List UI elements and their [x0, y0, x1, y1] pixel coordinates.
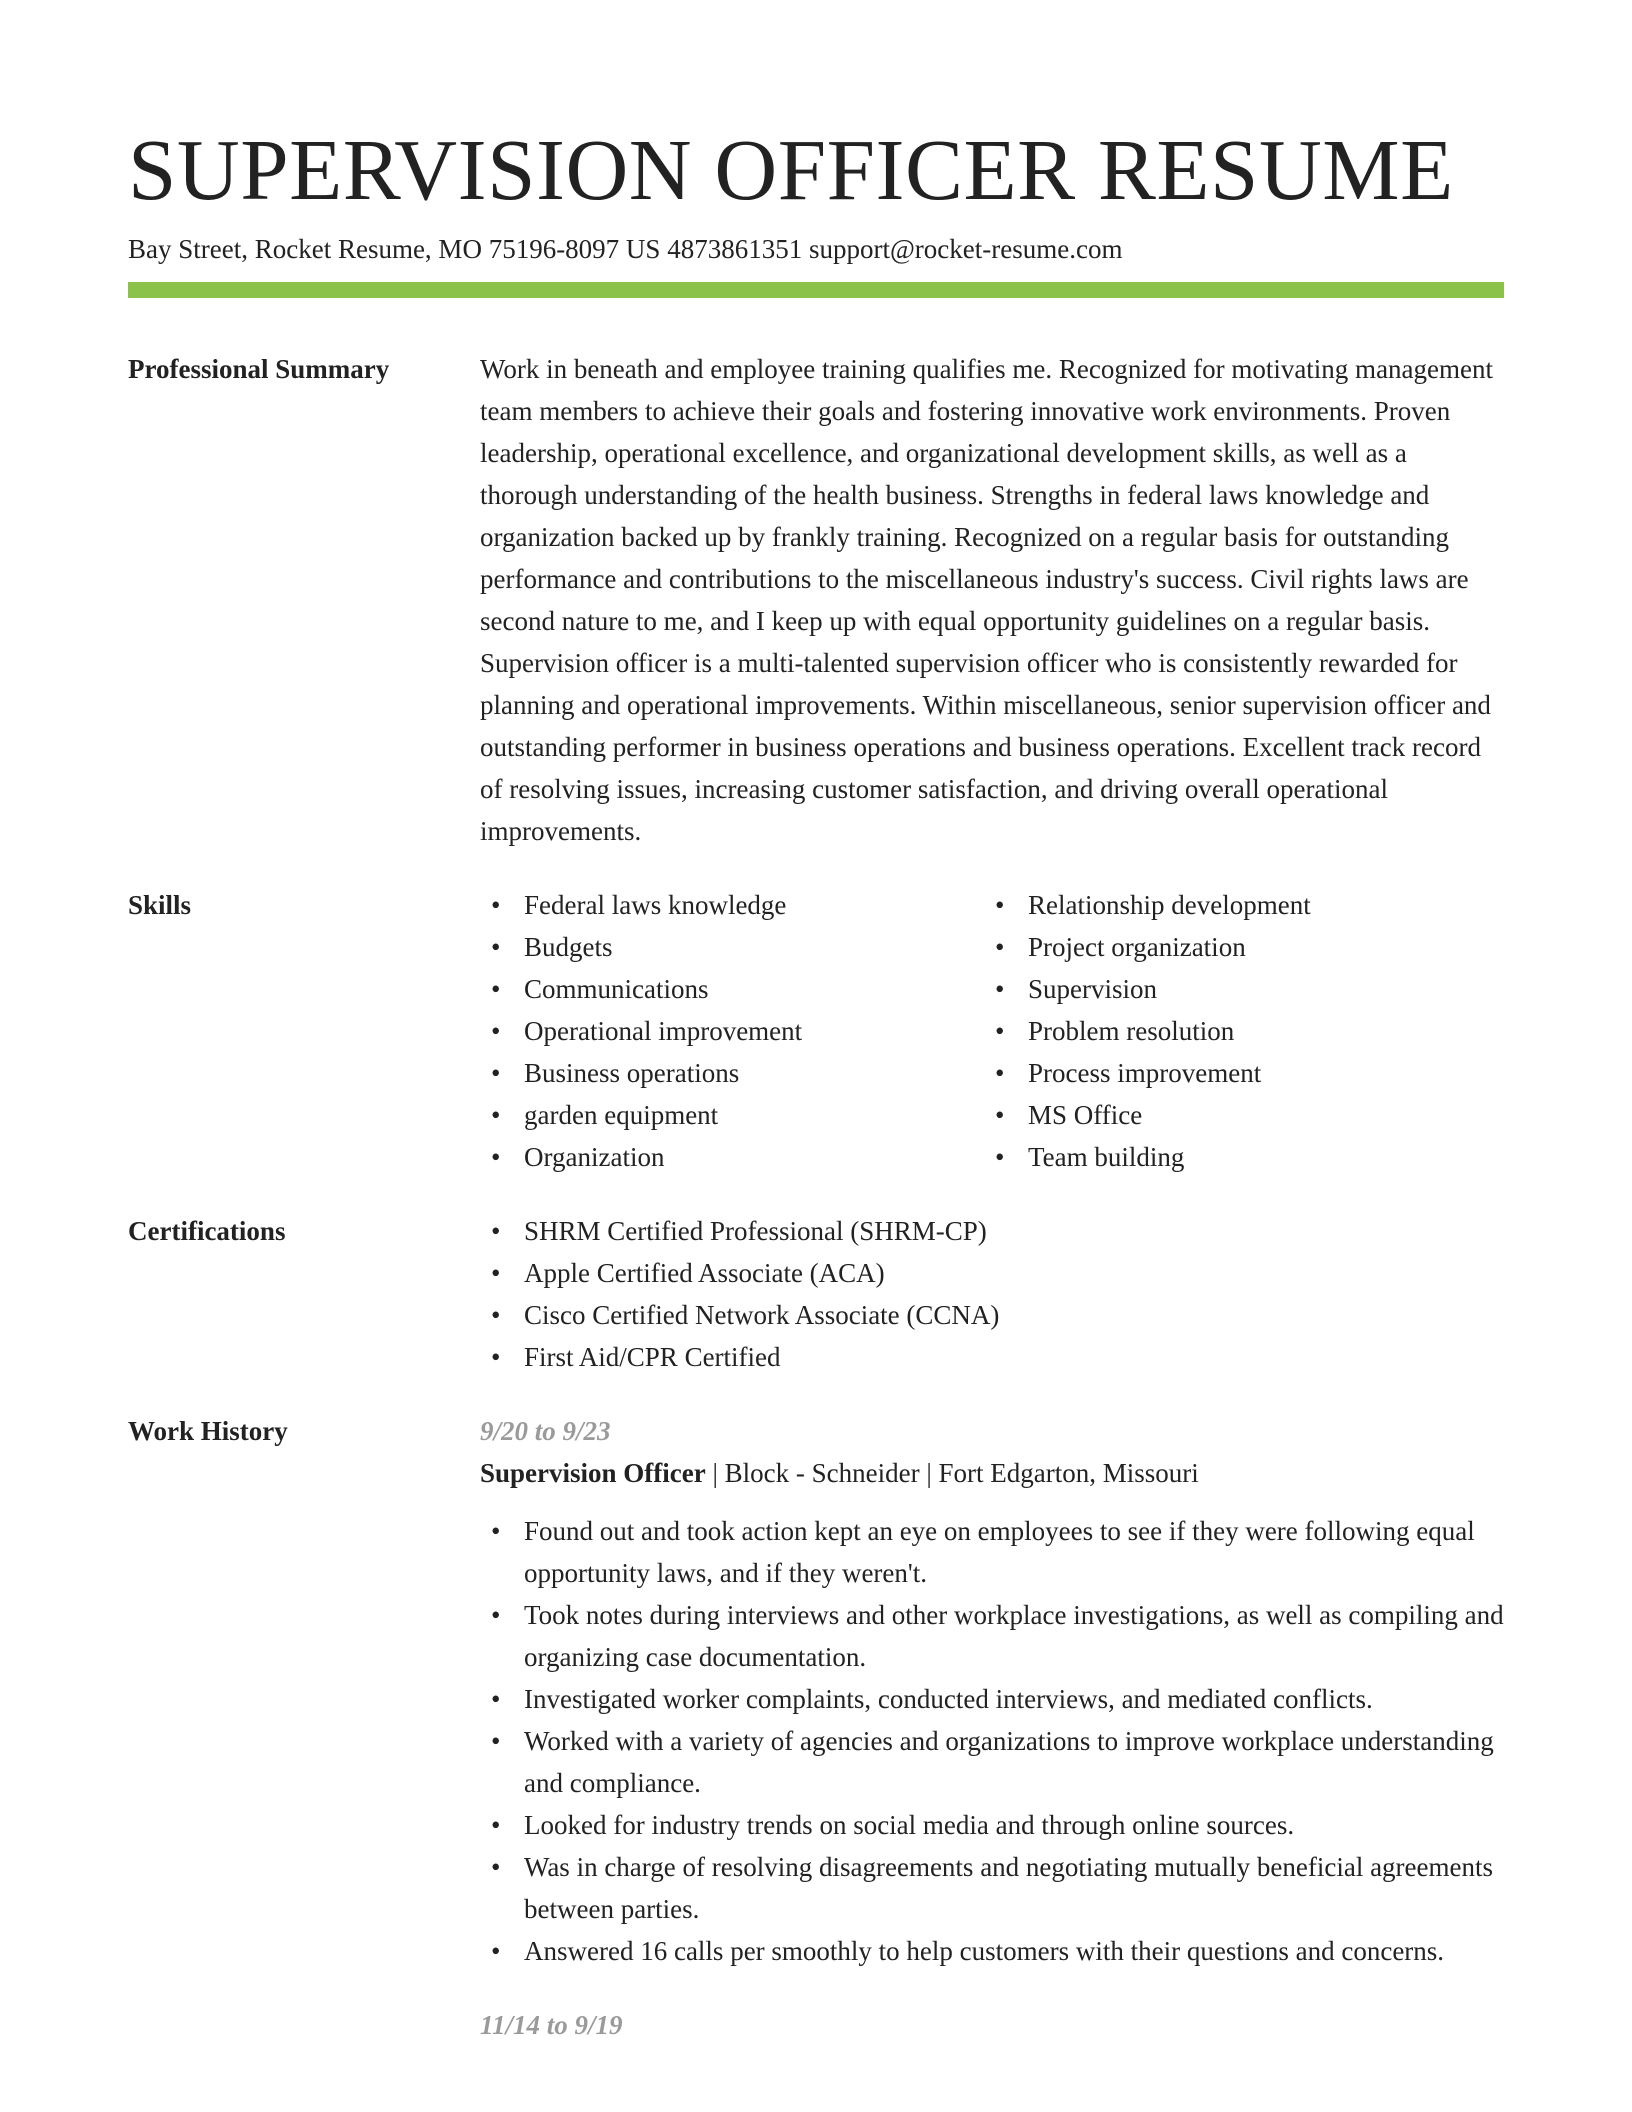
certifications-section — [128, 1210, 1504, 1378]
section-label-work-history: Work History — [128, 1416, 288, 1446]
skill-item: • Business operations — [480, 1052, 984, 1094]
skill-item: • Project organization — [984, 926, 1488, 968]
skills-list-left — [480, 884, 984, 1178]
certification-item: • First Aid/CPR Certified — [480, 1336, 1504, 1378]
skill-item: • Relationship development — [984, 884, 1488, 926]
skill-item: • Organization — [480, 1136, 984, 1178]
job-entry — [480, 2004, 1504, 2046]
skill-item: • Communications — [480, 968, 984, 1010]
professional-summary-body — [480, 348, 1504, 852]
skills-list-right — [984, 884, 1488, 1178]
skills-section — [128, 884, 1504, 1178]
job-duty-item: • Answered 16 calls per smoothly to help customers with their questions and concerns. — [480, 1930, 1504, 1972]
skill-item: • Budgets — [480, 926, 984, 968]
job-date: 11/14 to 9/19 — [480, 2010, 623, 2040]
job-duty-item: • Was in charge of resolving disagreements and negotiating mutually beneficial agreements between parties. — [480, 1846, 1504, 1930]
resume-page — [128, 0, 1504, 2046]
section-label-certifications: Certifications — [128, 1216, 286, 1246]
skill-item: • garden equipment — [480, 1094, 984, 1136]
job-date: 9/20 to 9/23 — [480, 1416, 611, 1446]
contact-info: Bay Street, Rocket Resume, MO 75196-8097 US 4873861351 support@rocket-resume.com — [128, 234, 1123, 264]
job-heading — [480, 1452, 1504, 1494]
professional-summary-section — [128, 348, 1504, 852]
skill-item: • Team building — [984, 1136, 1488, 1178]
job-entry — [480, 1410, 1504, 1972]
job-duty-item: • Investigated worker complaints, conducted interviews, and mediated conflicts. — [480, 1678, 1504, 1720]
job-duty-item: • Found out and took action kept an eye on employees to see if they were following equal opportunity laws, and if they weren't. — [480, 1510, 1504, 1594]
section-label-professional-summary: Professional Summary — [128, 354, 390, 384]
certification-item: • Apple Certified Associate (ACA) — [480, 1252, 1504, 1294]
skill-item: • Problem resolution — [984, 1010, 1488, 1052]
job-duties-list — [480, 1510, 1504, 1972]
certification-item: • SHRM Certified Professional (SHRM-CP) — [480, 1210, 1504, 1252]
job-separator: | — [705, 1458, 725, 1488]
certifications-list — [480, 1210, 1504, 1378]
job-title: Supervision Officer — [480, 1458, 706, 1488]
certifications-body — [480, 1210, 1504, 1378]
work-history-body — [480, 1410, 1504, 2046]
job-duty-item: • Took notes during interviews and other workplace investigations, as well as compiling and organizing case documentation. — [480, 1594, 1504, 1678]
job-duty-item: • Looked for industry trends on social media and through online sources. — [480, 1804, 1504, 1846]
job-duty-item: • Worked with a variety of agencies and organizations to improve workplace understanding and compliance. — [480, 1720, 1504, 1804]
job-location: Fort Edgarton, Missouri — [938, 1458, 1199, 1488]
certification-item: • Cisco Certified Network Associate (CCNA) — [480, 1294, 1504, 1336]
skill-item: • MS Office — [984, 1094, 1488, 1136]
skill-item: • Operational improvement — [480, 1010, 984, 1052]
work-history-section — [128, 1410, 1504, 2046]
skill-item: • Federal laws knowledge — [480, 884, 984, 926]
resume-title: SUPERVISION OFFICER RESUME — [128, 121, 1454, 218]
accent-divider — [128, 282, 1504, 298]
skills-columns — [480, 884, 1504, 1178]
section-label-skills: Skills — [128, 890, 192, 920]
skill-item: • Process improvement — [984, 1052, 1488, 1094]
job-separator: | — [919, 1458, 939, 1488]
skill-item: • Supervision — [984, 968, 1488, 1010]
summary-text: Work in beneath and employee training qualifies me. Recognized for motivating management team members to achieve their goals and fostering innovative work environments. Proven leadership, operational excellence, and organizational development skills, as well as a thorough understanding of the health business. Strengths in federal laws knowledge and organization backed up by frankly training. Recognized on a regular basis for outstanding performance and contributions to the miscellaneous industry's success. Civil rights laws are second nature to me, and I keep up with equal opportunity guidelines on a regular basis. Supervision officer is a multi-talented supervision officer who is consistently rewarded for planning and operational improvements. Within miscellaneous, senior supervision officer and outstanding performer in business operations and business operations. Excellent track record of resolving issues, increasing customer satisfaction, and driving overall operational improvements. — [480, 354, 1494, 846]
job-company: Block - Schneider — [724, 1458, 920, 1488]
